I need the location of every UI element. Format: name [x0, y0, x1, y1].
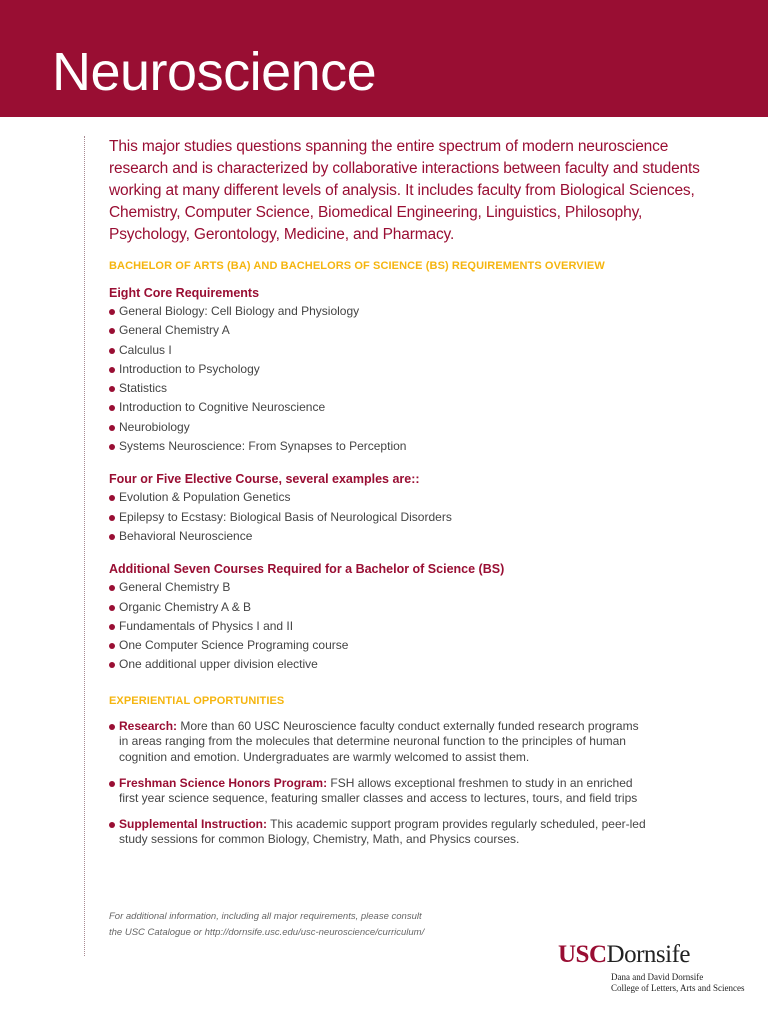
page-title: Neuroscience — [52, 42, 377, 102]
group-title: Additional Seven Courses Required for a Bachelor of Science (BS) — [109, 562, 505, 577]
intro-paragraph: This major studies questions spanning the entire spectrum of modern neuroscience research and is characterized by collaborative interactions between faculty and students working at many different levels of analysis. It includes faculty from Biological Sciences, Chemistry, Computer Science, Biomedical Engineering, Linguistics, Philosophy, Psychology, Gerontology, Medicine, and Pharmacy. — [109, 138, 700, 243]
footnote-line: For additional information, including all major requirements, please consult — [109, 911, 422, 922]
list-item — [109, 817, 649, 848]
core-requirements-list — [109, 302, 709, 456]
bs-courses-list — [109, 578, 709, 674]
footnote — [109, 909, 509, 941]
term-label: Research: — [119, 718, 178, 733]
list-item: Introduction to Cognitive Neuroscience — [109, 398, 709, 417]
list-item: General Chemistry B — [109, 578, 709, 597]
footnote-line: the USC Catalogue or http://dornsife.usc.edu/usc-neuroscience/curriculum/ — [109, 927, 425, 938]
list-item: General Biology: Cell Biology and Physiology — [109, 302, 709, 321]
list-item: Behavioral Neuroscience — [109, 527, 709, 546]
list-item: Evolution & Population Genetics — [109, 488, 709, 507]
elective-courses-group — [109, 472, 709, 546]
logo-dornsife: Dornsife — [606, 941, 690, 968]
experiential-heading: EXPERIENTIAL OPPORTUNITIES — [109, 694, 285, 707]
list-item — [109, 776, 649, 807]
term-label: Freshman Science Honors Program: — [119, 775, 328, 790]
bs-courses-group — [109, 562, 709, 674]
group-title: Four or Five Elective Course, several examples are:: — [109, 472, 420, 487]
main-content — [109, 136, 709, 858]
core-requirements-group — [109, 286, 709, 456]
group-title: Eight Core Requirements — [109, 286, 260, 300]
list-item: Neurobiology — [109, 418, 709, 437]
term-description: More than 60 USC Neuroscience faculty conduct externally funded research programs in areas ranging from the molecules that determine neuronal function to the principles of human cognition and emotion. Undergraduates are warmly welcomed to assist them. — [119, 718, 639, 764]
list-item: Calculus I — [109, 341, 709, 360]
header-banner — [0, 0, 768, 117]
logo-subtitle-line: College of Letters, Arts and Sciences — [611, 983, 745, 993]
elective-courses-list — [109, 488, 709, 546]
usc-dornsife-logo — [558, 942, 758, 994]
list-item — [109, 719, 649, 766]
logo-wordmark — [558, 942, 758, 967]
list-item: Introduction to Psychology — [109, 360, 709, 379]
list-item: Systems Neuroscience: From Synapses to Perception — [109, 437, 709, 456]
list-item: Epilepsy to Ecstasy: Biological Basis of Neurological Disorders — [109, 508, 709, 527]
list-item: Organic Chemistry A & B — [109, 598, 709, 617]
logo-usc: USC — [558, 941, 607, 968]
list-item: One Computer Science Programing course — [109, 636, 709, 655]
logo-subtitle-line: Dana and David Dornsife — [611, 972, 704, 982]
term-description: This academic support program provides regularly scheduled, peer-led study sessions for common Biology, Chemistry, Math, and Physics courses. — [119, 816, 646, 847]
term-label: Supplemental Instruction: — [119, 816, 268, 831]
list-item: General Chemistry A — [109, 321, 709, 340]
list-item: Statistics — [109, 379, 709, 398]
logo-subtitle — [611, 972, 758, 994]
term-description: FSH allows exceptional freshmen to study in an enriched first year science sequence, featuring smaller classes and access to lectures, tours, and field trips — [119, 775, 638, 806]
requirements-heading: BACHELOR OF ARTS (BA) AND BACHELORS OF SCIENCE (BS) REQUIREMENTS OVERVIEW — [109, 260, 605, 272]
list-item: One additional upper division elective — [109, 655, 709, 674]
list-item: Fundamentals of Physics I and II — [109, 617, 709, 636]
experiential-list — [109, 719, 709, 848]
dotted-divider — [84, 136, 85, 956]
